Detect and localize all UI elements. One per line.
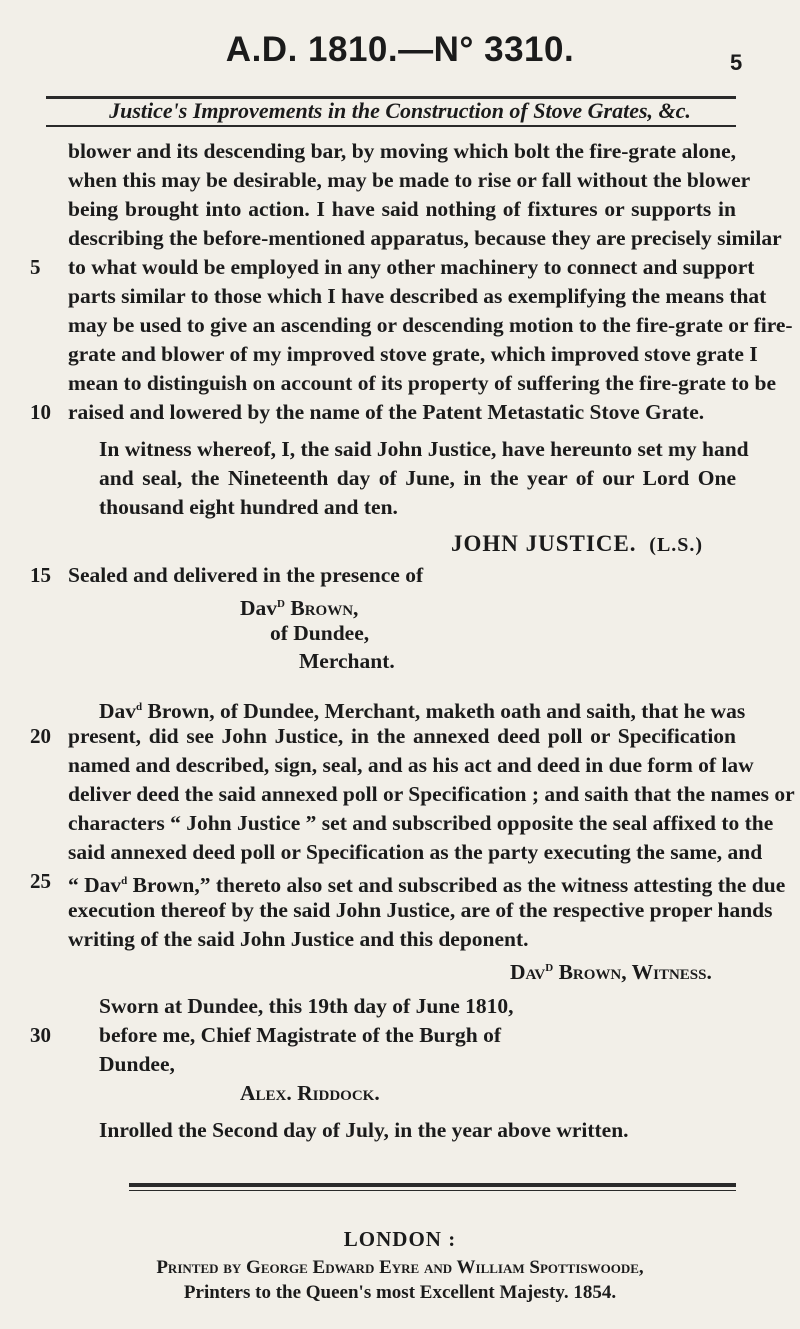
- body-line: to what would be employed in any other machinery to connect and support: [68, 255, 755, 279]
- witness-line: In witness whereof, I, the said John Justice, have hereunto set my hand: [99, 437, 749, 461]
- line-number: 15: [30, 563, 51, 587]
- body-line: grate and blower of my improved stove grate, which improved stove grate I: [68, 342, 758, 366]
- footer-rule-thin: [129, 1190, 736, 1191]
- oath-line: named and described, sign, seal, and as his act and deed in due form of law: [68, 753, 754, 777]
- oath-line: deliver deed the said annexed poll or Specification ; and saith that the names or: [68, 782, 795, 806]
- footer-rule-thick: [129, 1183, 736, 1187]
- imprint-place: LONDON :: [343, 1227, 457, 1251]
- body-line: raised and lowered by the name of the Patent Metastatic Stove Grate.: [68, 400, 705, 424]
- body-line: may be used to give an ascending or descending motion to the fire-grate or fire-: [68, 313, 793, 337]
- line-number: 20: [30, 724, 51, 748]
- running-head-rule: [46, 125, 736, 127]
- line-number: 30: [30, 1023, 51, 1047]
- oath-line: present, did see John Justice, in the annexed deed poll or Specification: [68, 724, 736, 748]
- signature-john-justice: [451, 529, 703, 560]
- patent-number-title: A.D. 1810.—N° 3310.: [225, 30, 575, 69]
- body-line: being brought into action. I have said nothing of fixtures or supports in: [68, 197, 736, 221]
- running-head: Justice's Improvements in the Construction of Stove Grates, &c.: [109, 98, 691, 123]
- magistrate-signature: Alex. Riddock.: [240, 1081, 380, 1105]
- imprint-printers: Printers to the Queen's most Excellent Majesty. 1854.: [183, 1282, 617, 1303]
- oath-line: execution thereof by the said John Justice, are of the respective proper hands: [68, 898, 773, 922]
- body-line: blower and its descending bar, by moving which bolt the fire-grate alone,: [68, 139, 736, 163]
- line-number: 25: [30, 869, 51, 893]
- line-number: 5: [30, 255, 41, 279]
- body-line: describing the before-mentioned apparatus, because they are precisely similar: [68, 226, 782, 250]
- deponent-signature: Dav$^D$ Brown, Witness.: [510, 960, 712, 985]
- witness-place: of Dundee,: [270, 621, 370, 645]
- witness-line: and seal, the Nineteenth day of June, in the year of our Lord One: [99, 466, 736, 490]
- body-line: mean to distinguish on account of its property of suffering the fire-grate to be: [68, 371, 777, 395]
- sealed-delivered-line: Sealed and delivered in the presence of: [68, 563, 424, 587]
- witness-name: Dav$^D$ Brown,: [240, 596, 359, 621]
- oath-line: Dav$^d$ Brown, of Dundee, Merchant, maketh oath and saith, that he was: [99, 699, 746, 724]
- witness-role: Merchant.: [299, 649, 395, 673]
- signature-name: JOHN JUSTICE.: [451, 531, 637, 556]
- line-number: 10: [30, 400, 51, 424]
- page-number: 5: [730, 50, 743, 75]
- seal-mark: (L.S.): [649, 534, 704, 556]
- witness-line: thousand eight hundred and ten.: [99, 495, 398, 519]
- oath-line: “ Dav$^d$ Brown,” thereto also set and subscribed as the witness attesting the due: [68, 873, 786, 898]
- inrolled-line: Inrolled the Second day of July, in the year above written.: [99, 1118, 629, 1142]
- sworn-line: Dundee,: [99, 1052, 175, 1076]
- sworn-line: Sworn at Dundee, this 19th day of June 1810,: [99, 994, 514, 1018]
- oath-line: writing of the said John Justice and this deponent.: [68, 927, 529, 951]
- sworn-line: before me, Chief Magistrate of the Burgh of: [99, 1023, 502, 1047]
- body-line: when this may be desirable, may be made to rise or fall without the blower: [68, 168, 751, 192]
- imprint-printed-by: Printed by George Edward Eyre and William Spottiswoode,: [156, 1257, 644, 1278]
- oath-line: characters “ John Justice ” set and subscribed opposite the seal affixed to the: [68, 811, 774, 835]
- body-line: parts similar to those which I have described as exemplifying the means that: [68, 284, 767, 308]
- oath-line: said annexed deed poll or Specification as the party executing the same, and: [68, 840, 763, 864]
